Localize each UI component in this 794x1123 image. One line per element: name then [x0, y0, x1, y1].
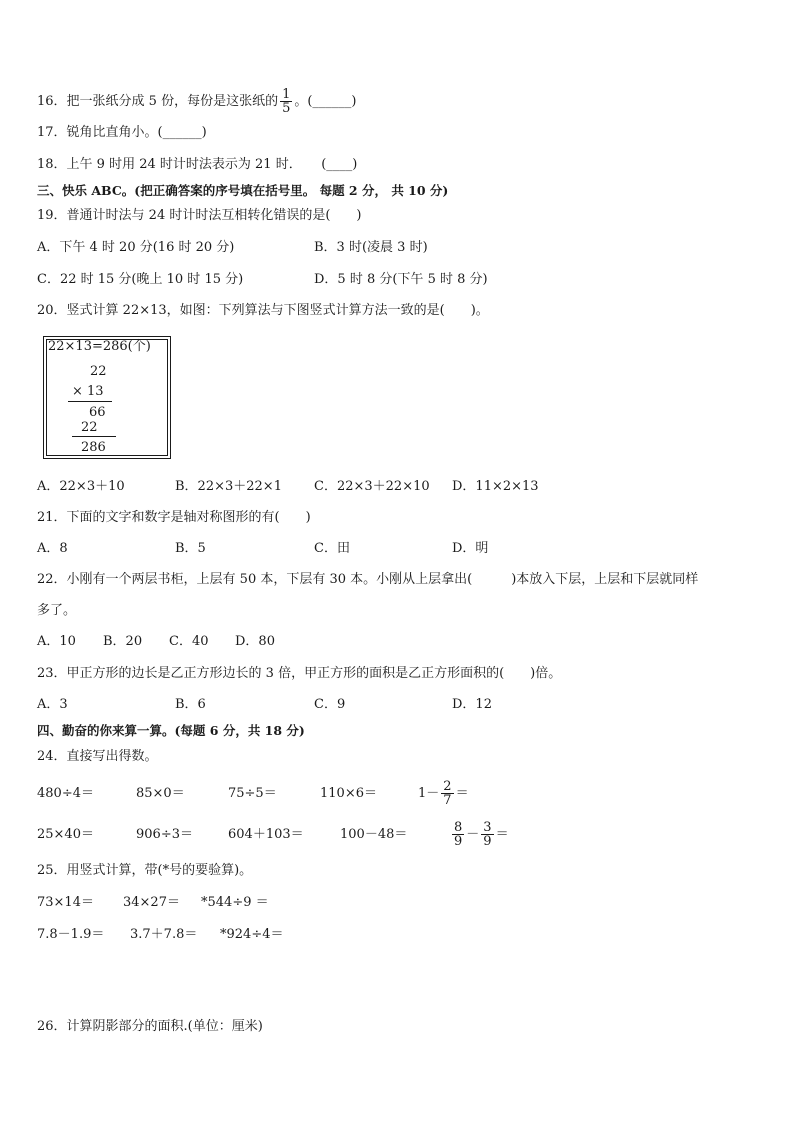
fraction-equals: ＝ [455, 786, 469, 801]
question-22-option-a: A．10 [37, 634, 76, 649]
fraction-numerator: 3 [483, 820, 492, 835]
minus-sign: － [466, 827, 480, 842]
fraction-numerator: 2 [443, 779, 452, 794]
calc-partial-2: 22 [81, 420, 98, 435]
question-22-option-c: C．40 [169, 634, 209, 649]
question-22-option-d: D．80 [235, 634, 275, 649]
question-20-option-c: C．22×3＋22×10 [314, 479, 430, 494]
question-22-stem-line-2: 多了。 [37, 603, 77, 618]
question-21-option-c: C．田 [314, 541, 350, 556]
question-20-option-a: A．22×3＋10 [37, 479, 125, 494]
calc-multiplicand: 22 [90, 364, 107, 379]
calc-item: 75÷5＝ [228, 786, 277, 801]
question-16-blank: 。(______) [294, 94, 357, 109]
calc-item: 110×6＝ [320, 786, 377, 801]
question-22-option-b: B．20 [103, 634, 143, 649]
question-20-option-b: B．22×3＋22×1 [175, 479, 282, 494]
question-19-option-c: C．22 时 15 分(晚上 10 时 15 分) [37, 272, 244, 287]
fraction-eight-ninths [452, 821, 464, 848]
question-24-stem: 24．直接写出得数。 [37, 749, 158, 764]
calc-result: 286 [81, 440, 106, 455]
question-20-stem: 20．竖式计算 22×13，如图：下列算法与下图竖式计算方法一致的是( )。 [37, 303, 489, 318]
question-18: 18．上午 9 时用 24 时计时法表示为 21 时． (____) [37, 157, 358, 172]
calc-item: 7.8－1.9＝ [37, 927, 105, 942]
fraction-three-ninths [481, 821, 493, 848]
fraction-denominator: 9 [483, 834, 492, 849]
calc-item: *924÷4＝ [220, 927, 284, 942]
question-16-text: 16．把一张纸分成 5 份，每份是这张纸的 [37, 94, 279, 109]
fraction-numerator: 8 [454, 820, 463, 835]
fraction-denominator: 5 [282, 101, 291, 116]
calc-rule-2 [72, 436, 116, 437]
calc-item: 480÷4＝ [37, 786, 94, 801]
calc-item: 85×0＝ [136, 786, 185, 801]
question-23-option-c: C．9 [314, 697, 346, 712]
fraction-numerator: 1 [282, 87, 291, 102]
vertical-calculation-box [43, 336, 171, 459]
question-17: 17．锐角比直角小。(______) [37, 125, 207, 140]
question-20-option-d: D．11×2×13 [452, 479, 539, 494]
fraction-one-fifth [280, 88, 292, 115]
calc-item: 604＋103＝ [228, 827, 304, 842]
calc-header: 22×13=286(个) [48, 339, 151, 354]
calc-multiplier: × 13 [72, 384, 104, 399]
fraction-two-sevenths [441, 780, 453, 807]
section-3-heading: 三、快乐 ABC。(把正确答案的序号填在括号里。 每题 2 分， 共 10 分) [37, 183, 449, 198]
question-19-option-d: D．5 时 8 分(下午 5 时 8 分) [314, 272, 488, 287]
calc-item: 34×27＝ [123, 895, 180, 910]
calc-item: 906÷3＝ [136, 827, 193, 842]
question-21-option-d: D．明 [452, 541, 489, 556]
question-23-option-a: A．3 [37, 697, 68, 712]
question-21-option-a: A．8 [37, 541, 68, 556]
question-26-stem: 26．计算阴影部分的面积.(单位：厘米) [37, 1019, 263, 1034]
calc-item: 73×14＝ [37, 895, 94, 910]
section-4-heading: 四、勤奋的你来算一算。(每题 6 分，共 18 分) [37, 723, 305, 738]
calc-item-fraction-subtraction [450, 818, 509, 852]
calc-item: 3.7＋7.8＝ [130, 927, 198, 942]
question-23-option-d: D．12 [452, 697, 492, 712]
calc-item: *544÷9 ＝ [201, 895, 269, 910]
fraction-equals: ＝ [495, 827, 509, 842]
question-19-option-b: B．3 时(凌晨 3 时) [314, 240, 428, 255]
question-21-stem: 21．下面的文字和数字是轴对称图形的有( ) [37, 510, 311, 525]
question-19-option-a: A．下午 4 时 20 分(16 时 20 分) [37, 240, 235, 255]
question-16 [37, 88, 357, 115]
calc-rule-1 [68, 401, 112, 402]
calc-item-fraction [418, 779, 469, 809]
calc-item: 100－48＝ [340, 827, 408, 842]
question-25-stem: 25．用竖式计算，带(*号的要验算)。 [37, 863, 253, 878]
fraction-denominator: 7 [443, 793, 452, 808]
question-22-stem-line-1: 22．小刚有一个两层书柜，上层有 50 本，下层有 30 本。小刚从上层拿出( )本放入下层，上层和下层就同样 [37, 572, 699, 587]
calc-partial-1: 66 [89, 405, 106, 420]
question-19-stem: 19．普通计时法与 24 时计时法互相转化错误的是( ) [37, 208, 362, 223]
calc-item: 25×40＝ [37, 827, 94, 842]
question-21-option-b: B．5 [175, 541, 206, 556]
fraction-prefix: 1－ [418, 786, 440, 801]
question-23-option-b: B．6 [175, 697, 206, 712]
question-23-stem: 23．甲正方形的边长是乙正方形边长的 3 倍，甲正方形的面积是乙正方形面积的( )倍。 [37, 666, 562, 681]
fraction-denominator: 9 [454, 834, 463, 849]
